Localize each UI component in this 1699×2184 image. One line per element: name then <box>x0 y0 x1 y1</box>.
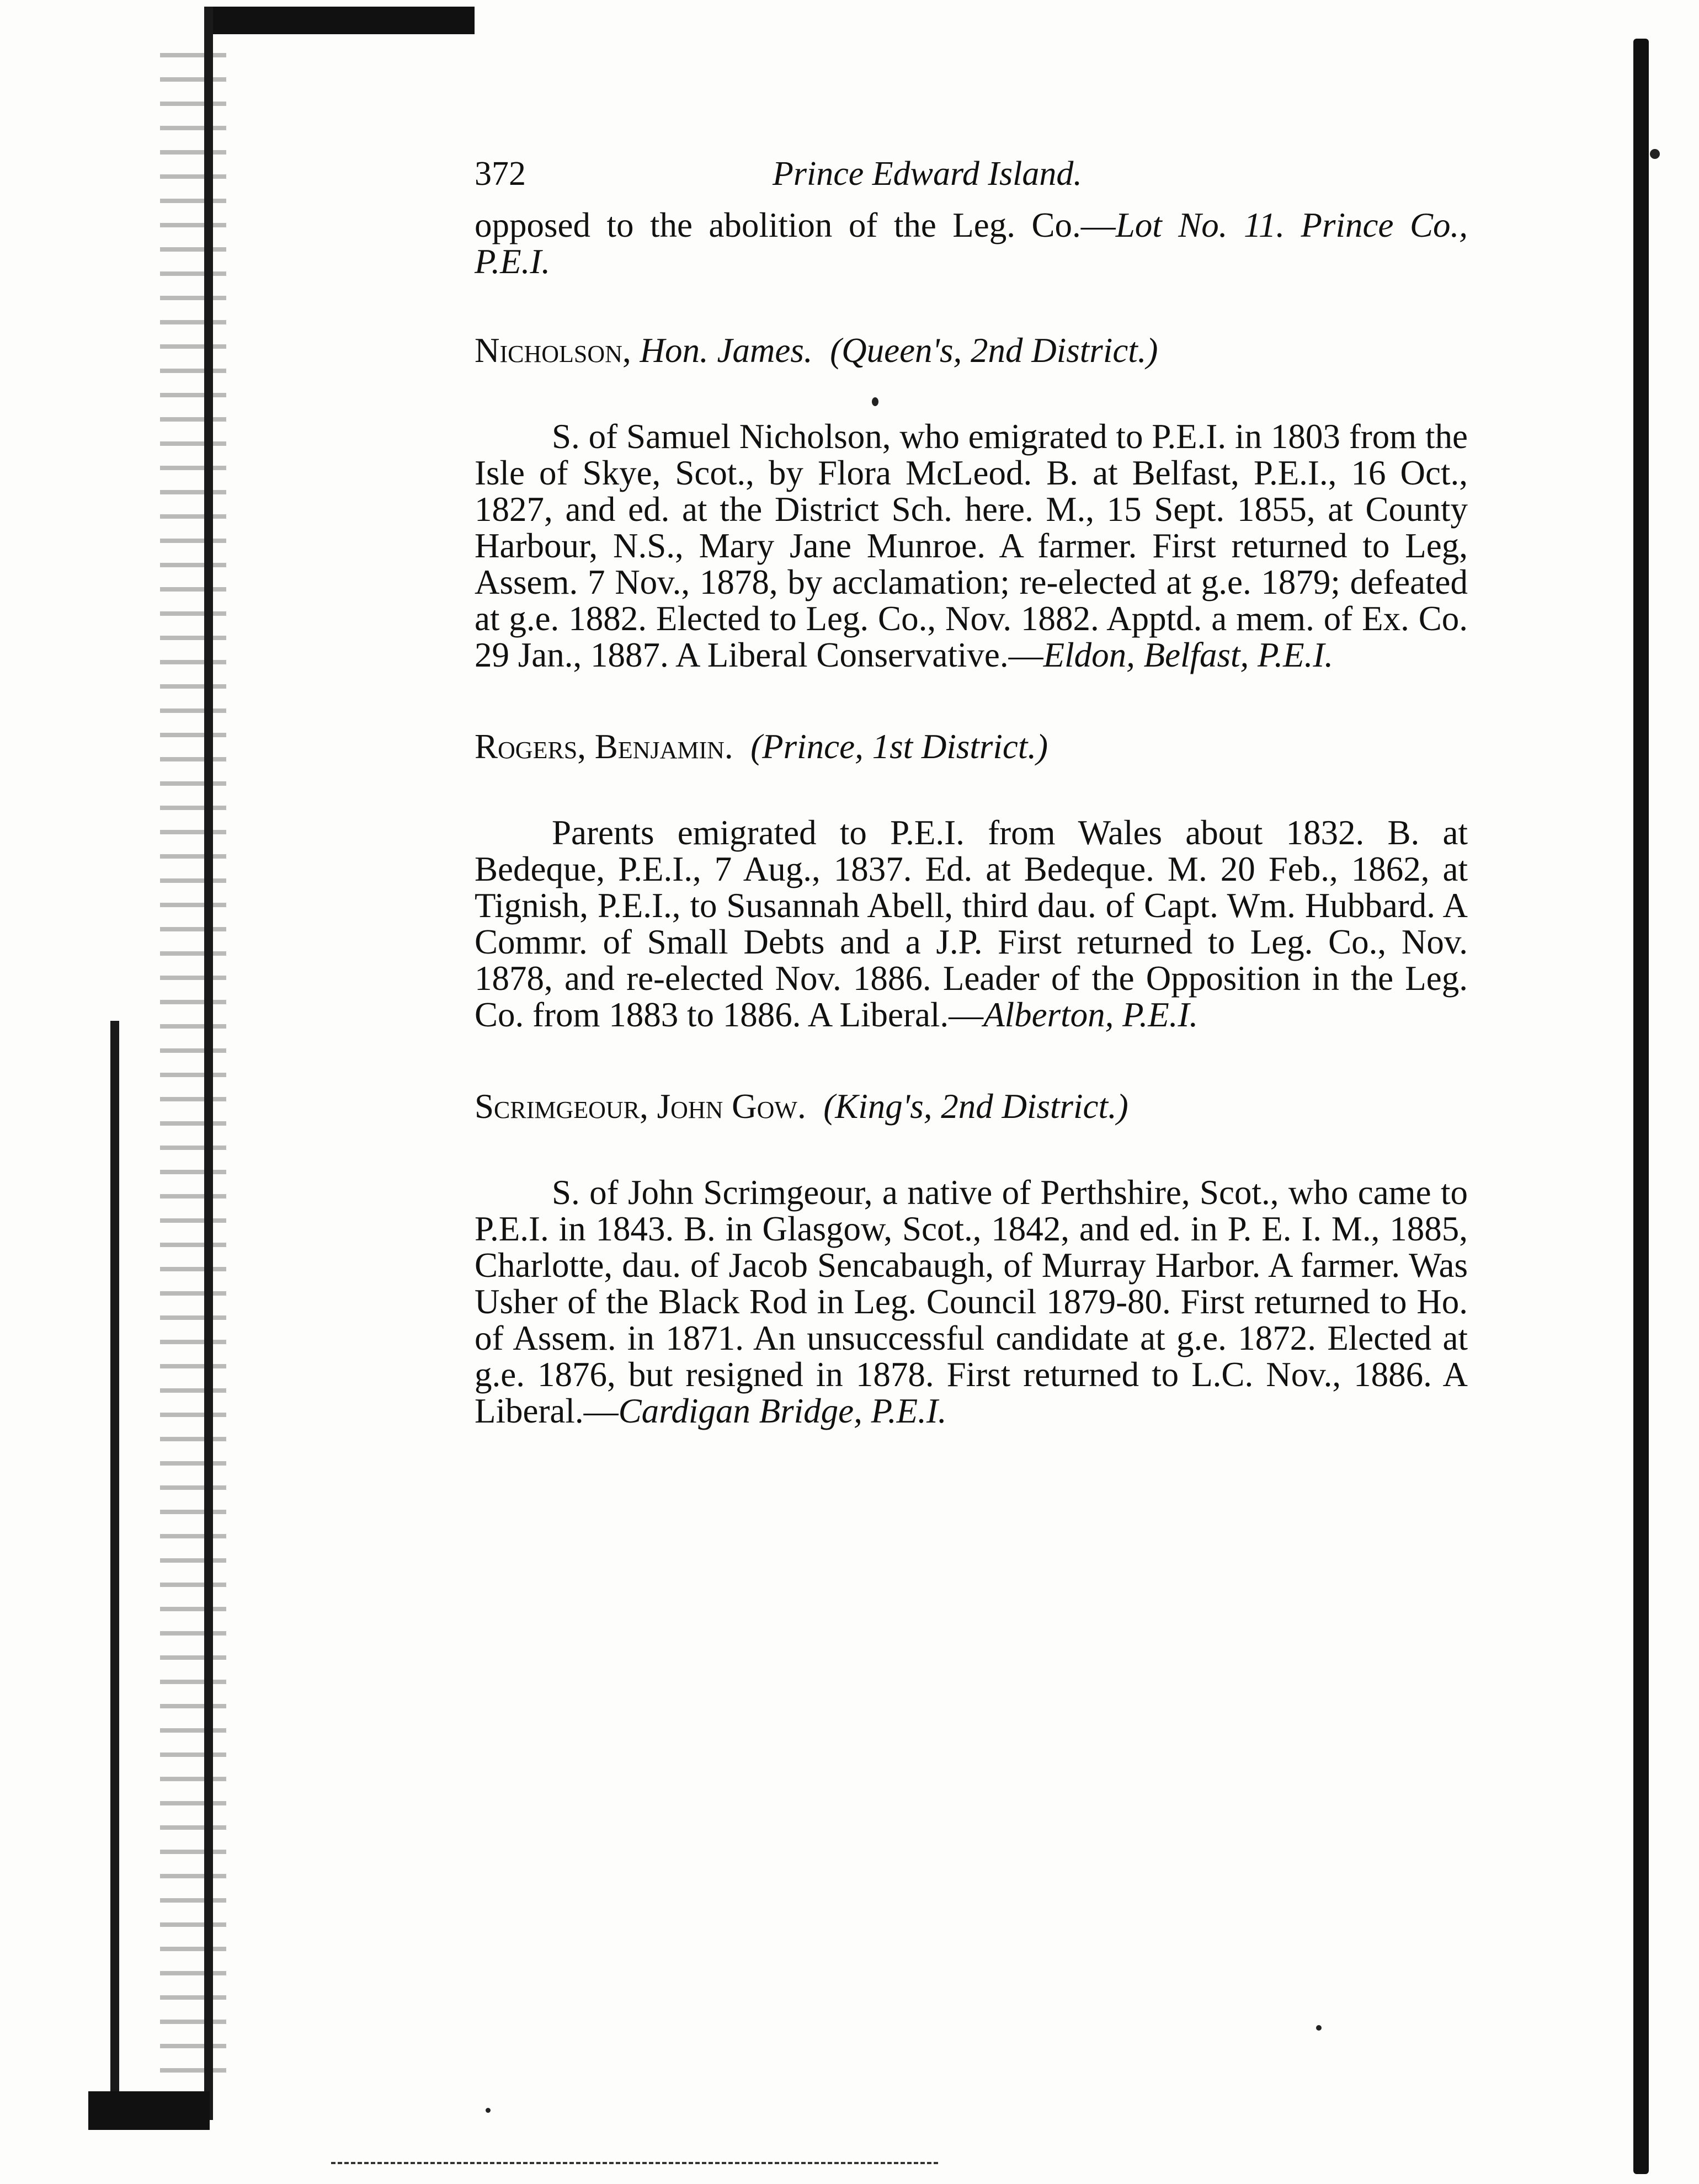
entry-place: Eldon, Belfast, P.E.I. <box>1043 636 1334 674</box>
entry-biography <box>475 814 1468 1033</box>
entry-heading: Scrimgeour, John Gow. (King's, 2nd District.) <box>475 1087 1128 1126</box>
entry-heading: Rogers, Benjamin. (Prince, 1st District.) <box>475 727 1048 766</box>
scan-border-right <box>1633 39 1649 2174</box>
entry-place: Alberton, P.E.I. <box>983 995 1199 1034</box>
scan-speck <box>1650 149 1660 159</box>
scan-edge-noise <box>160 33 226 2075</box>
scan-border-left-lower <box>110 1021 119 2102</box>
scan-dashed-line <box>331 2162 938 2164</box>
continued-place: Lot No. 11. Prince Co., P.E.I. <box>475 206 1468 281</box>
entry-bio-text: S. of Samuel Nicholson, who emigrated to P.E.I. in 1803 from the Isle of Skye, Scot., by Flora McLeod. B. at Belfast, P.E.I., 16 Oct., 1827, and ed. at the District Sch. here. M., 15 Sept. 1855, at County Harbour, N.S., Mary Jane Munroe. A farmer. First returned to Leg, Assem. 7 Nov., 1878, by acclamation; re-elected at g.e. 1879; defeated at g.e. 1882. Elected to Leg. Co., Nov. 1882. Apptd. a mem. of Ex. Co. 29 Jan., 1887. A Liberal Conservative.— <box>475 417 1468 674</box>
entry-given-name: Hon. James. <box>640 331 813 370</box>
scan-border-bottom <box>88 2091 210 2130</box>
scan-border-top <box>204 7 475 34</box>
entry-given-name: Benjamin. <box>594 727 733 766</box>
entry-biography <box>475 1174 1468 1429</box>
entry-bio-text: Parents emigrated to P.E.I. from Wales about 1832. B. at Bedeque, P.E.I., 7 Aug., 1837. Ed. at Bedeque. M. 20 Feb., 1862, at Tignish, P.E.I., to Susannah Abell, third dau. of Capt. Wm. Hubbard. A Commr. of Small Debts and a J.P. First returned to Leg. Co., Nov. 1878, and re-elected Nov. 1886. Leader of the Opposition in the Leg. Co. from 1883 to 1886. A Liberal.— <box>475 813 1468 1034</box>
page-header <box>475 155 1468 207</box>
entry-surname: Scrimgeour <box>475 1087 640 1126</box>
continued-paragraph <box>475 207 1468 280</box>
entry-place: Cardigan Bridge, P.E.I. <box>618 1392 947 1430</box>
entry-given-name: John Gow. <box>657 1087 806 1126</box>
entry-bio-text: S. of John Scrimgeour, a native of Perthshire, Scot., who came to P.E.I. in 1843. B. in Glasgow, Scot., 1842, and ed. in P. E. I. M., 1885, Charlotte, dau. of Jacob Sencabaugh, of Murray Harbor. A farmer. Was Usher of the Black Rod in Leg. Council 1879-80. First returned to Ho. of Assem. in 1871. An unsuccessful candidate at g.e. 1872. Elected at g.e. 1876, but resigned in 1878. First returned to L.C. Nov., 1886. A Liberal.— <box>475 1173 1468 1430</box>
scan-speck <box>486 2108 491 2113</box>
entry-surname: Nicholson <box>475 331 622 370</box>
entry-district: (Prince, 1st District.) <box>750 727 1048 766</box>
continued-text: opposed to the abolition of the Leg. Co.— <box>475 206 1116 244</box>
entry-biography <box>475 418 1468 673</box>
page-number: 372 <box>475 155 526 193</box>
entry-heading: Nicholson, Hon. James. (Queen's, 2nd District.) <box>475 331 1158 370</box>
text-block <box>475 155 1468 1484</box>
running-title: Prince Edward Island. <box>773 155 1082 193</box>
entry-district: (King's, 2nd District.) <box>823 1087 1128 1126</box>
entry-surname: Rogers <box>475 727 578 766</box>
scan-speck <box>1316 2025 1322 2031</box>
scan-border-left <box>204 7 213 2120</box>
entry-district: (Queen's, 2nd District.) <box>830 331 1158 370</box>
